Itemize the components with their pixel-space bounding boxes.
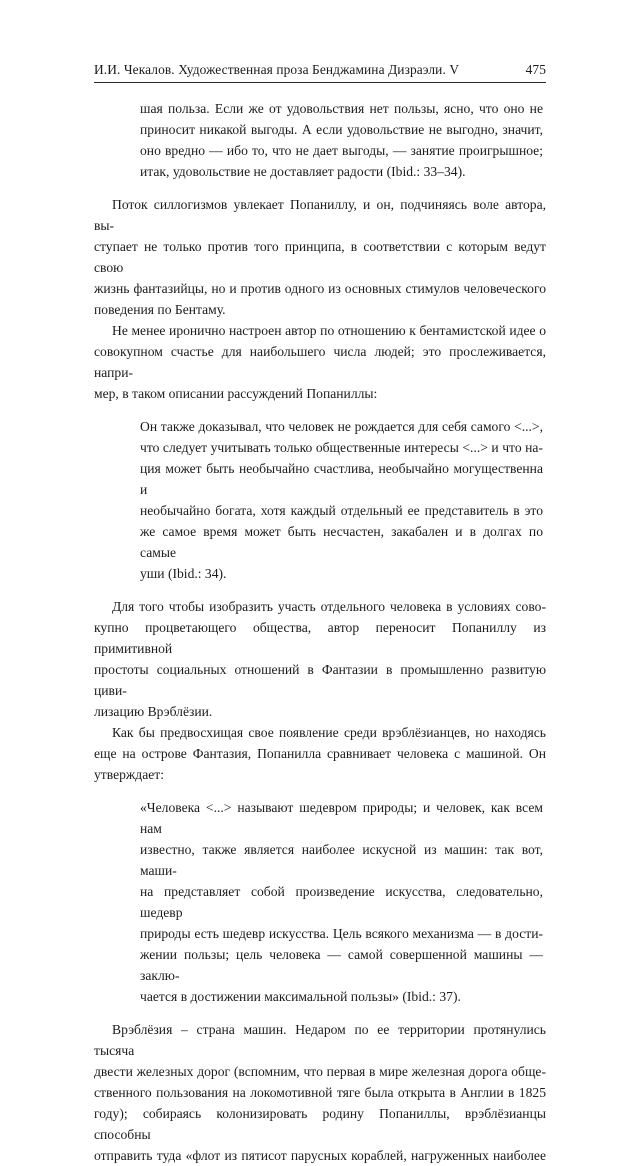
running-header <box>94 62 546 78</box>
text-line: же самое время может быть несчастен, закабален и в долгах по самые <box>140 524 543 560</box>
header-rule <box>94 82 546 83</box>
text-line: простоты социальных отношений в Фантазии в промышленно развитую циви- <box>94 662 546 698</box>
paragraph-syllogisms <box>94 194 546 320</box>
text-line: отправить туда «флот из пятисот парусных кораблей, нагруженных наиболее <box>94 1148 546 1163</box>
text-line: ция может быть необычайно счастлива, необычайно могущественна и <box>140 461 543 497</box>
text-line: Не менее иронично настроен автор по отношению к бентамистской идее о <box>112 323 546 338</box>
paragraph-machine <box>94 722 546 785</box>
paragraph-civilization <box>94 596 546 722</box>
text-line: чается в достижении максимальной пользы» (Ibid.: 37). <box>140 989 461 1004</box>
page-body <box>94 98 546 1166</box>
text-line: купно процветающего общества, автор переносит Попаниллу из примитивной <box>94 620 546 656</box>
text-line: еще на острове Фантазия, Попанилла сравнивает человека с машиной. Он <box>94 746 546 761</box>
text-line: мер, в таком описании рассуждений Попаниллы: <box>94 386 378 401</box>
text-line: Для того чтобы изобразить участь отдельного человека в условиях сово- <box>112 599 546 614</box>
running-title: И.И. Чекалов. Художественная проза Бенджамина Дизраэли. V <box>94 62 460 77</box>
text-line: лизацию Врэблёзии. <box>94 704 213 719</box>
text-line: на представляет собой произведение искусства, следовательно, шедевр <box>140 884 543 920</box>
text-line: двести железных дорог (вспомним, что первая в мире железная дорога обще- <box>94 1064 546 1079</box>
block-quote-continued <box>140 98 543 182</box>
text-line: утверждает: <box>94 767 164 782</box>
text-line: «Человека <...> называют шедевром природы; и человек, как всем нам <box>140 800 543 836</box>
text-line: поведения по Бентаму. <box>94 302 226 317</box>
text-line: что следует учитывать только общественные интересы <...> и что на- <box>140 440 543 455</box>
text-line: ступает не только против того принципа, в соответствии с которым ведут свою <box>94 239 546 275</box>
text-line: совокупном счастье для наибольшего числа людей; это прослеживается, напри- <box>94 344 546 380</box>
text-line: оно вредно — ибо то, что не дает выгоды, — занятие проигрышное; <box>140 143 543 158</box>
paragraph-irony <box>94 320 546 404</box>
text-line: необычайно богата, хотя каждый отдельный ее представитель в это <box>140 503 543 518</box>
text-line: ственного пользования на локомотивной тяге была открыта в Англии в 1825 <box>94 1085 546 1100</box>
page-number: 475 <box>525 62 546 77</box>
text-line: природы есть шедевр искусства. Цель всякого механизма — в дости- <box>140 926 543 941</box>
text-line: уши (Ibid.: 34). <box>140 566 227 581</box>
block-quote-happiness <box>140 416 543 584</box>
text-line: Как бы предвосхищая свое появление среди врэблёзианцев, но находясь <box>112 725 546 740</box>
text-line: Он также доказывал, что человек не рождается для себя самого <...>, <box>140 419 543 434</box>
text-line: Поток силлогизмов увлекает Попаниллу, и он, подчиняясь воле автора, вы- <box>94 197 546 233</box>
text-line: шая польза. Если же от удовольствия нет пользы, ясно, что оно не <box>140 101 543 116</box>
text-line: итак, удовольствие не доставляет радости (Ibid.: 33–34). <box>140 164 466 179</box>
text-line: известно, также является наиболее искусной из машин: так вот, маши- <box>140 842 543 878</box>
text-line: приносит никакой выгоды. А если удовольствие не выгодно, значит, <box>140 122 543 137</box>
text-line: жизнь фантазийцы, но и против одного из основных стимулов человеческого <box>94 281 546 296</box>
text-line: Врэблёзия – страна машин. Недаром по ее территории протянулись тысяча <box>94 1022 546 1058</box>
text-line: году); собираясь колонизировать родину Попаниллы, врэблёзианцы способны <box>94 1106 546 1142</box>
block-quote-masterpiece <box>140 797 543 1007</box>
paragraph-vrableziya <box>94 1019 546 1166</box>
text-line: жении пользы; цель человека — самой совершенной машины — заклю- <box>140 947 543 983</box>
